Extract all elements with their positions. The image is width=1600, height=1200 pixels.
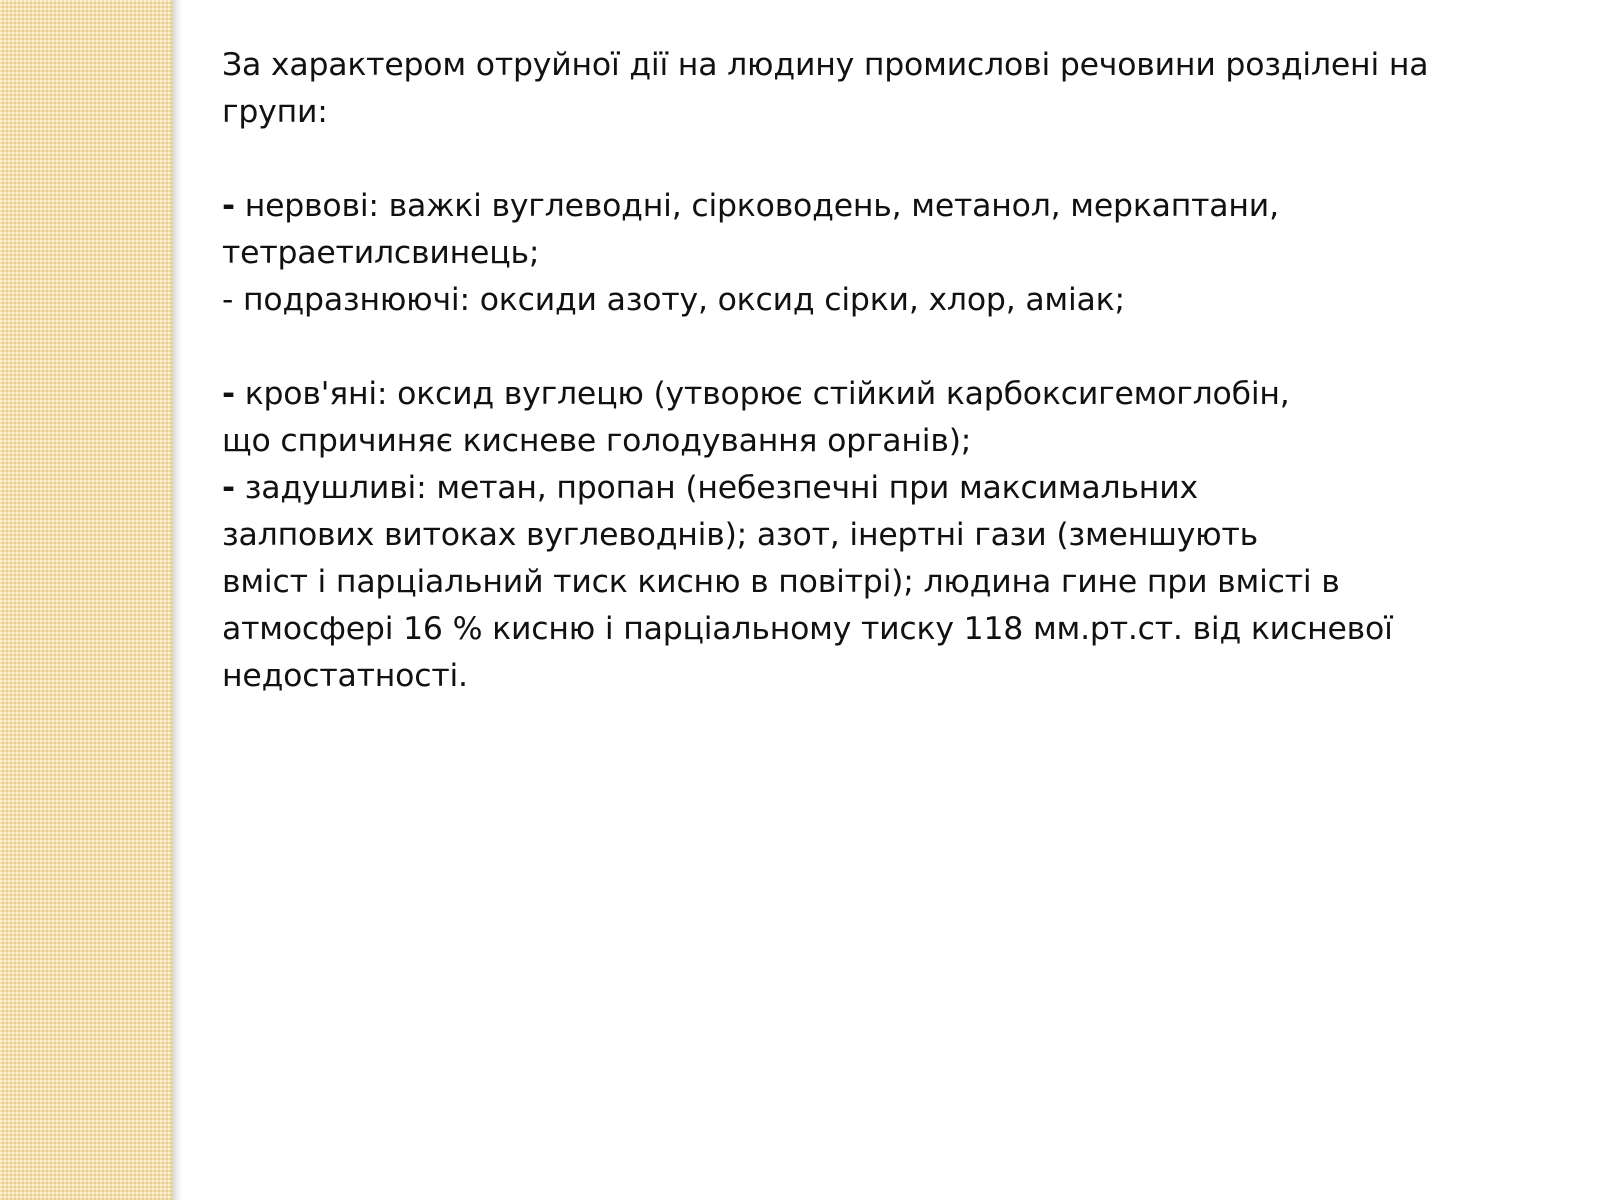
group-asphyxiant-line-3: вміст і парціальний тиск кисню в повітрі); людина гине при вмісті в [222,564,1340,600]
group-asphyxiant-text: задушливі: метан, пропан (небезпечні при максимальних [234,470,1198,506]
group-asphyxiant-line-2: залпових витоках вуглеводнів); азот, інертні гази (зменшують [222,517,1258,553]
group-nervous-text: нервові: важкі вуглеводні, сірководень, метанол, меркаптани, [234,188,1279,224]
group-nervous-line-1 [222,183,1552,230]
intro-line-1: За характером отруйної дії на людину промислові речовини розділені на [222,47,1429,83]
group-nervous-line-2: тетраетилсвинець; [222,235,540,271]
slide-body-text [222,42,1552,700]
blank-line [222,324,1552,371]
blank-line [222,136,1552,183]
group-blood-line-1 [222,371,1552,418]
group-blood-text: кров'яні: оксид вуглецю (утворює стійкий карбоксигемоглобін, [234,376,1290,412]
group-asphyxiant-line-5: недостатності. [222,658,468,694]
intro-line-2: групи: [222,94,328,130]
group-irritant-line-1: - подразнюючі: оксиди азоту, оксид сірки, хлор, аміак; [222,282,1125,318]
side-band-shadow [172,0,182,1200]
decorative-side-band [0,0,172,1200]
group-blood-line-2: що спричиняє кисневе голодування органів); [222,423,972,459]
bullet-dash: - [222,188,235,224]
group-asphyxiant-line-4: атмосфері 16 % кисню і парціальному тиску 118 мм.рт.ст. від кисневої [222,611,1393,647]
bullet-dash: - [222,376,235,412]
group-asphyxiant-line-1 [222,465,1552,512]
bullet-dash: - [222,470,235,506]
